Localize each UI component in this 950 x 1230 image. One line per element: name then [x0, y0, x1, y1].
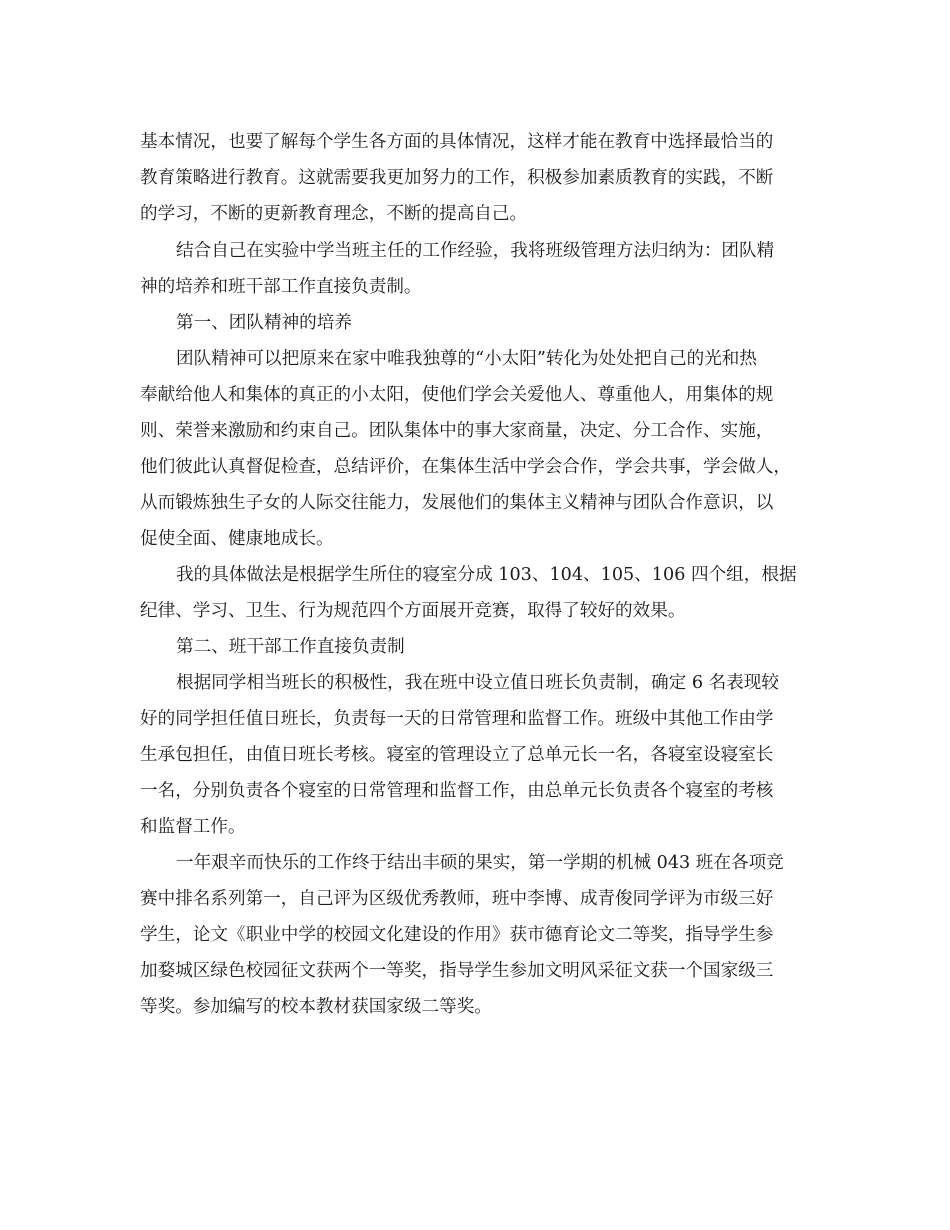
paragraph-first-line: 根据同学相当班长的积极性，我在班中设立值日班长负责制，确定 6 名表现较: [176, 673, 779, 693]
text-line: 等奖。参加编写的校本教材获国家级二等奖。: [140, 997, 492, 1017]
text-line: 赛中排名系列第一，自己评为区级优秀教师，班中李博、成青俊同学评为市级三好: [140, 889, 774, 909]
paragraph-first-line: 我的具体做法是根据学生所住的寝室分成 103、104、105、106 四个组，根据: [176, 565, 797, 585]
text-line: 促使全面、健康地成长。: [140, 529, 334, 549]
text-line: 和监督工作。: [140, 817, 246, 837]
text-line: 神的培养和班干部工作直接负责制。: [140, 277, 422, 297]
text-line: 奉献给他人和集体的真正的小太阳，使他们学会关爱他人、尊重他人，用集体的规: [140, 385, 774, 405]
text-line: 的学习，不断的更新教育理念，不断的提高自己。: [140, 204, 528, 224]
text-line: 加婺城区绿色校园征文获两个一等奖，指导学生参加文明风采征文获一个国家级三: [140, 961, 774, 981]
text-line: 则、荣誉来激励和约束自己。团队集体中的事大家商量，决定、分工合作、实施，: [140, 421, 774, 441]
section-heading: 第二、班干部工作直接负责制: [176, 637, 405, 657]
text-line: 教育策略进行教育。这就需要我更加努力的工作，积极参加素质教育的实践，不断: [140, 168, 774, 188]
text-line: 好的同学担任值日班长，负责每一天的日常管理和监督工作。班级中其他工作由学: [140, 709, 774, 729]
text-line: 基本情况，也要了解每个学生各方面的具体情况，这样才能在教育中选择最恰当的: [140, 132, 774, 152]
text-line: 生承包担任，由值日班长考核。寝室的管理设立了总单元长一名，各寝室设寝室长: [140, 745, 774, 765]
text-line: 一名，分别负责各个寝室的日常管理和监督工作，由总单元长负责各个寝室的考核: [140, 781, 774, 801]
text-line: 从而锻炼独生子女的人际交往能力，发展他们的集体主义精神与团队合作意识，以: [140, 493, 774, 513]
paragraph-first-line: 团队精神可以把原来在家中唯我独尊的“小太阳”转化为处处把自己的光和热: [176, 349, 757, 369]
text-line: 学生，论文《职业中学的校园文化建设的作用》获市德育论文二等奖，指导学生参: [140, 925, 774, 945]
section-heading: 第一、团队精神的培养: [176, 313, 352, 333]
paragraph-first-line: 一年艰辛而快乐的工作终于结出丰硕的果实，第一学期的机械 043 班在各项竞: [176, 853, 784, 873]
paragraph-first-line: 结合自己在实验中学当班主任的工作经验，我将班级管理方法归纳为：团队精: [176, 241, 775, 261]
text-line: 他们彼此认真督促检查，总结评价，在集体生活中学会合作，学会共事，学会做人，: [140, 457, 791, 477]
text-line: 纪律、学习、卫生、行为规范四个方面展开竞赛，取得了较好的效果。: [140, 601, 686, 621]
